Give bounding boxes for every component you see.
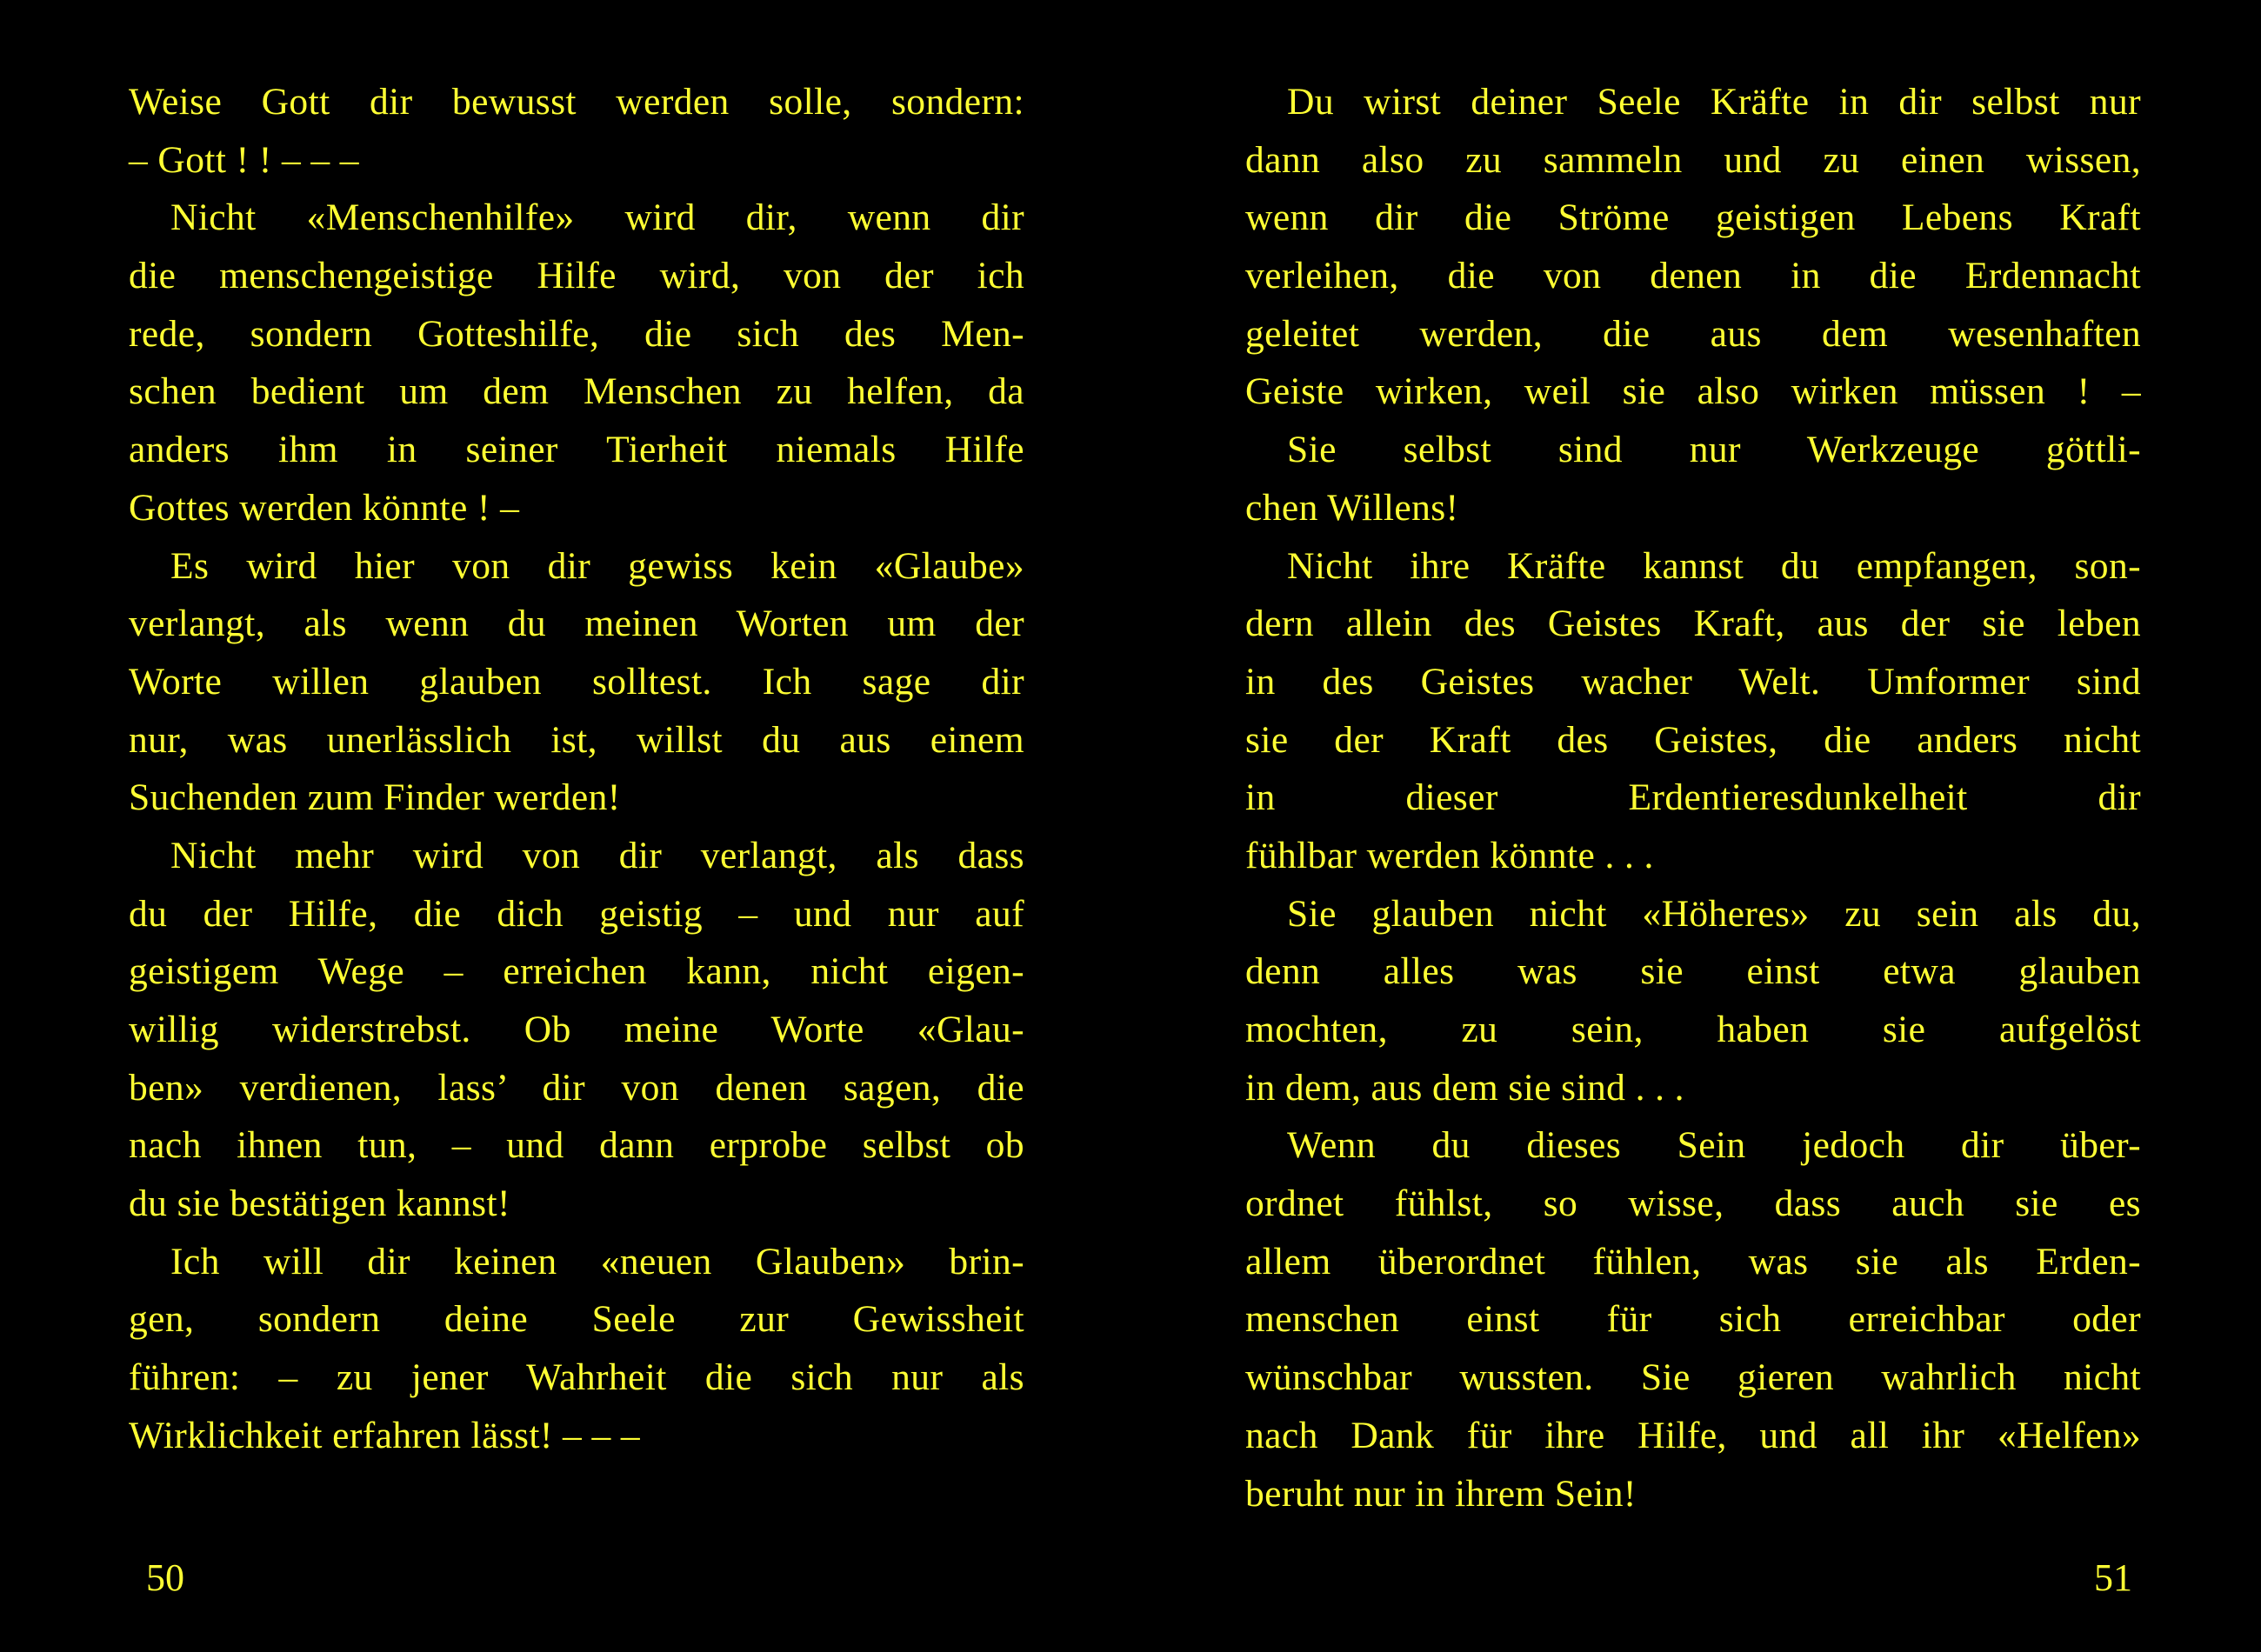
text-line: wenn dir die Ströme geistigen Lebens Kraft bbox=[1245, 197, 2141, 239]
text-line: du der Hilfe, die dich geistig – und nur auf bbox=[129, 892, 1024, 935]
text-line: Worte willen glauben solltest. Ich sage dir bbox=[129, 660, 1024, 703]
text-line: verlangt, als wenn du meinen Worten um der bbox=[129, 603, 1024, 645]
text-line: denn alles was sie einst etwa glauben bbox=[1245, 950, 2141, 993]
page-number-right: 51 bbox=[2094, 1556, 2132, 1599]
text-line: schen bedient um dem Menschen zu helfen, da bbox=[129, 370, 1024, 413]
text-line: Weise Gott dir bewusst werden solle, sondern: bbox=[129, 81, 1024, 123]
text-line: Gottes werden könnte ! – bbox=[129, 486, 520, 529]
text-line: beruht nur in ihrem Sein! bbox=[1245, 1472, 1637, 1515]
text-line: nach Dank für ihre Hilfe, und all ihr «Helfen» bbox=[1245, 1414, 2141, 1456]
text-line: menschen einst für sich erreichbar oder bbox=[1245, 1298, 2141, 1341]
text-line: – Gott ! ! – – – bbox=[129, 138, 359, 181]
left-page bbox=[0, 0, 1130, 1652]
text-line: du sie bestätigen kannst! bbox=[129, 1182, 510, 1225]
text-line: nur, was unerlässlich ist, willst du aus einem bbox=[129, 718, 1024, 761]
text-line: Nicht «Menschenhilfe» wird dir, wenn dir bbox=[170, 197, 1024, 239]
text-line: die menschengeistige Hilfe wird, von der ich bbox=[129, 255, 1024, 297]
text-line: nach ihnen tun, – und dann erprobe selbst ob bbox=[129, 1124, 1024, 1167]
page-number-left: 50 bbox=[146, 1556, 184, 1599]
text-line: Wenn du dieses Sein jedoch dir über- bbox=[1287, 1124, 2141, 1167]
text-line: rede, sondern Gotteshilfe, die sich des Men- bbox=[129, 312, 1024, 355]
text-line: Suchenden zum Finder werden! bbox=[129, 776, 621, 819]
text-line: mochten, zu sein, haben sie aufgelöst bbox=[1245, 1009, 2141, 1050]
text-line: chen Willens! bbox=[1245, 486, 1459, 529]
text-line: Geiste wirken, weil sie also wirken müssen ! – bbox=[1245, 370, 2141, 413]
text-line: Ich will dir keinen «neuen Glauben» brin- bbox=[170, 1240, 1024, 1282]
text-line: Sie selbst sind nur Werkzeuge göttli- bbox=[1287, 429, 2141, 471]
text-line: gen, sondern deine Seele zur Gewissheit bbox=[129, 1298, 1024, 1341]
text-line: geleitet werden, die aus dem wesenhaften bbox=[1245, 312, 2141, 355]
text-line: führen: – zu jener Wahrheit die sich nur als bbox=[129, 1356, 1024, 1399]
left-page-text bbox=[129, 73, 1024, 1465]
text-line: in dieser Erdentieresdunkelheit dir bbox=[1245, 776, 2141, 819]
text-line: willig widerstrebst. Ob meine Worte «Glau- bbox=[129, 1009, 1024, 1050]
text-line: fühlbar werden könnte . . . bbox=[1245, 834, 1654, 876]
text-line: dern allein des Geistes Kraft, aus der sie leben bbox=[1245, 603, 2141, 645]
text-line: geistigem Wege – erreichen kann, nicht eigen- bbox=[129, 950, 1024, 993]
text-line: Sie glauben nicht «Höheres» zu sein als du, bbox=[1287, 892, 2141, 935]
text-line: Du wirst deiner Seele Kräfte in dir selbst nur bbox=[1287, 81, 2141, 123]
text-line: Nicht ihre Kräfte kannst du empfangen, son- bbox=[1287, 544, 2141, 587]
text-line: in des Geistes wacher Welt. Umformer sind bbox=[1245, 660, 2141, 703]
text-line: sie der Kraft des Geistes, die anders nicht bbox=[1245, 718, 2141, 761]
text-line: anders ihm in seiner Tierheit niemals Hilfe bbox=[129, 429, 1024, 471]
text-line: ben» verdienen, lass’ dir von denen sagen, die bbox=[129, 1066, 1024, 1109]
text-line: Nicht mehr wird von dir verlangt, als dass bbox=[170, 834, 1024, 876]
text-line: verleihen, die von denen in die Erdennacht bbox=[1245, 255, 2141, 297]
text-line: wünschbar wussten. Sie gieren wahrlich nicht bbox=[1245, 1356, 2141, 1399]
text-line: Es wird hier von dir gewiss kein «Glaube» bbox=[170, 544, 1024, 587]
text-line: allem überordnet fühlen, was sie als Erden- bbox=[1245, 1240, 2141, 1282]
text-line: in dem, aus dem sie sind . . . bbox=[1245, 1066, 1684, 1109]
text-line: ordnet fühlst, so wisse, dass auch sie es bbox=[1245, 1182, 2141, 1225]
text-line: Wirklichkeit erfahren lässt! – – – bbox=[129, 1414, 641, 1456]
text-line: dann also zu sammeln und zu einen wissen, bbox=[1245, 138, 2141, 181]
right-page-text bbox=[1245, 73, 2141, 1522]
